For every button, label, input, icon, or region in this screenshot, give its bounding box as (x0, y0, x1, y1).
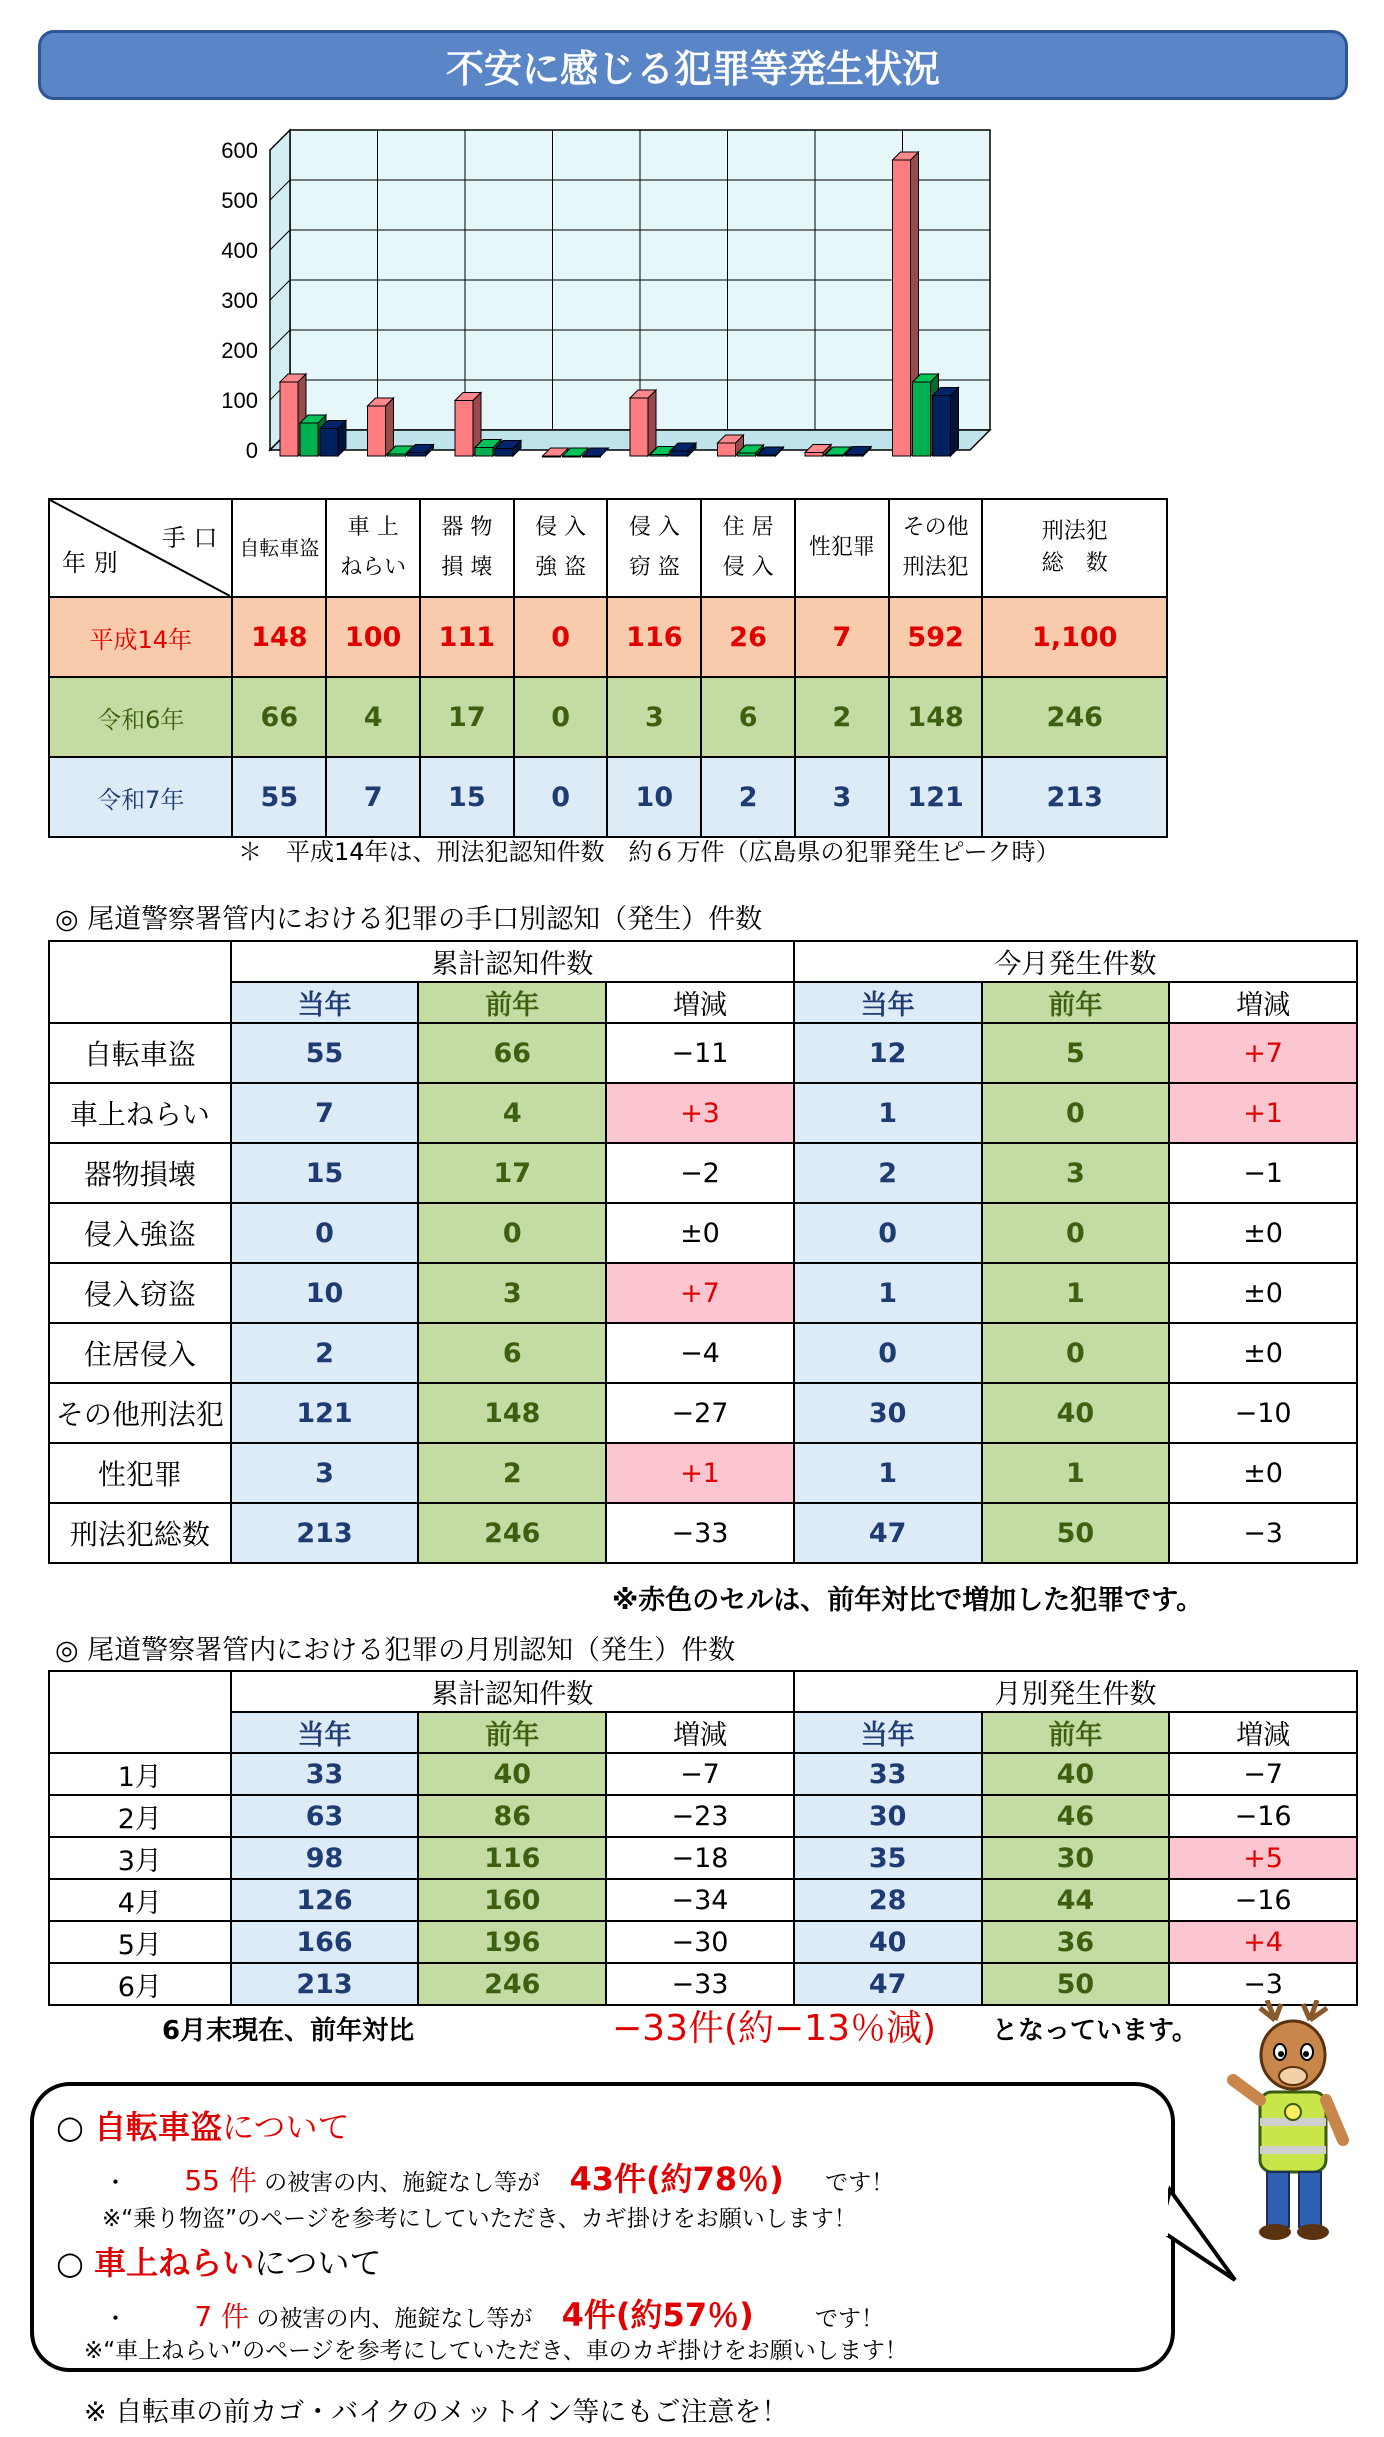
header-text: 総 数 (1041, 551, 1108, 576)
cell: 44 (982, 1879, 1170, 1921)
cell: 50 (982, 1503, 1170, 1563)
header-text: 窃 盗 (628, 555, 680, 580)
cell: 26 (701, 597, 795, 677)
header-jukyo (701, 499, 795, 597)
bar-令和6年-車上ねらい (388, 454, 406, 456)
y-tick-label: 100 (221, 388, 258, 413)
footer-note: ※ 自転車の前カゴ・バイクのメットイン等にもご注意を！ (84, 2397, 789, 2428)
cell: 0 (514, 677, 608, 757)
cell: −1 (1169, 1143, 1357, 1203)
bar-令和6年-住居侵入 (738, 453, 756, 456)
corner-top-label: 手 口 (161, 524, 218, 552)
cell: 40 (982, 1753, 1170, 1795)
header-text: 性犯罪 (808, 535, 875, 560)
row-label: 性犯罪 (49, 1443, 231, 1503)
y-tick-label: 500 (221, 188, 258, 213)
y-tick-label: 600 (221, 138, 258, 163)
cell: 3 (418, 1263, 606, 1323)
group-header-monthly: 月別発生件数 (794, 1671, 1357, 1712)
cell: 1 (982, 1263, 1170, 1323)
cell: 0 (982, 1203, 1170, 1263)
table-row (49, 1879, 1357, 1921)
sub-header: 前年 (418, 1712, 606, 1753)
group-header-month: 今月発生件数 (794, 941, 1357, 982)
page-title: 不安に感じる犯罪等発生状況 (38, 30, 1348, 100)
group-header-cumulative: 累計認知件数 (231, 941, 794, 982)
cell: 40 (794, 1921, 982, 1963)
header-text: 損 壊 (441, 555, 493, 580)
cell: 0 (982, 1083, 1170, 1143)
sub-header: 増減 (1169, 1712, 1357, 1753)
header-text: 侵 入 (535, 515, 587, 540)
bar-side-平成14年-侵入窃盗 (648, 390, 656, 456)
cell: 4 (418, 1083, 606, 1143)
row-label: その他刑法犯 (49, 1383, 231, 1443)
table-row (49, 677, 1167, 757)
cell: 148 (232, 597, 326, 677)
cell: 160 (418, 1879, 606, 1921)
cell: 100 (326, 597, 420, 677)
sub-header: 前年 (982, 982, 1170, 1023)
sub-header: 当年 (231, 1712, 419, 1753)
cell: 66 (418, 1023, 606, 1083)
summary-table (48, 498, 1168, 838)
cell: 17 (418, 1143, 606, 1203)
cell: −27 (606, 1383, 794, 1443)
cell: 116 (418, 1837, 606, 1879)
cell: 10 (607, 757, 701, 837)
bicycle-note: ※“乗り物盗”のページを参考にしていただき、カギ掛けをお願いします！ (102, 2206, 857, 2232)
cell: 3 (231, 1443, 419, 1503)
cell: −33 (606, 1503, 794, 1563)
bar-令和7年-その他刑法犯 (933, 396, 951, 457)
cell: 46 (982, 1795, 1170, 1837)
car-value: 4件(約57％) (561, 2296, 754, 2334)
cell: 0 (514, 597, 608, 677)
cell: −18 (606, 1837, 794, 1879)
bar-平成14年-その他刑法犯 (893, 160, 911, 456)
cell: 86 (418, 1795, 606, 1837)
cell: 126 (231, 1879, 419, 1921)
sub-header: 当年 (794, 1712, 982, 1753)
cell: −10 (1169, 1383, 1357, 1443)
group-header-cumulative: 累計認知件数 (231, 1671, 794, 1712)
cell: 3 (982, 1143, 1170, 1203)
bar-令和7年-侵入強盗 (583, 456, 601, 457)
row-label: 刑法犯総数 (49, 1503, 231, 1563)
row-label: 令和7年 (49, 757, 232, 837)
cell: −16 (1169, 1795, 1357, 1837)
cell: −33 (606, 1963, 794, 2005)
cell: 148 (418, 1383, 606, 1443)
cell: 213 (231, 1963, 419, 2005)
cell: −3 (1169, 1503, 1357, 1563)
bicycle-heading-bold: 自転車盗 (94, 2108, 223, 2146)
cell: 148 (889, 677, 983, 757)
cell: 15 (231, 1143, 419, 1203)
bar-side-令和7年-その他刑法犯 (951, 388, 959, 457)
bar-令和6年-侵入強盗 (563, 456, 581, 457)
row-label: 車上ねらい (49, 1083, 231, 1143)
cell: 246 (982, 677, 1167, 757)
table-row (49, 1323, 1357, 1383)
by-month-title: ◎ 尾道警察署管内における犯罪の月別認知（発生）件数 (55, 1635, 736, 1666)
crime-bar-chart (170, 110, 1030, 480)
circle-mark: ○ (56, 2244, 95, 2282)
cell: 98 (231, 1837, 419, 1879)
row-label: 令和6年 (49, 677, 232, 757)
cell: 213 (982, 757, 1167, 837)
month-summary-right: となっています。 (992, 2016, 1198, 2046)
y-tick-label: 0 (245, 438, 258, 463)
cell: 47 (794, 1503, 982, 1563)
cell: 7 (795, 597, 889, 677)
cell: −2 (606, 1143, 794, 1203)
sub-header: 当年 (231, 982, 419, 1023)
cell: −7 (606, 1753, 794, 1795)
bicycle-count: 55 件 (184, 2164, 257, 2197)
table-row (49, 1203, 1357, 1263)
cell: 111 (420, 597, 514, 677)
cell: 166 (231, 1921, 419, 1963)
car-count: 7 件 (194, 2300, 250, 2333)
summary-note: ＊ 平成14年は、刑法犯認知件数 約６万件（広島県の犯罪発生ピーク時） (238, 838, 1060, 866)
bicycle-line (104, 2154, 894, 2200)
table-row (49, 1263, 1357, 1323)
cell: −4 (606, 1323, 794, 1383)
cell: 2 (231, 1323, 419, 1383)
header-text: 侵 入 (628, 515, 680, 540)
cell: 6 (701, 677, 795, 757)
cell: −23 (606, 1795, 794, 1837)
cell: 246 (418, 1503, 606, 1563)
bar-令和6年-性犯罪 (825, 455, 843, 456)
row-label: 侵入窃盗 (49, 1263, 231, 1323)
cell: 196 (418, 1921, 606, 1963)
bullet: ・ (104, 2170, 127, 2196)
row-label: 1月 (49, 1753, 231, 1795)
row-label: 平成14年 (49, 597, 232, 677)
corner-cell (49, 499, 232, 597)
table-row (49, 1083, 1357, 1143)
cell: 7 (231, 1083, 419, 1143)
bullet: ・ (104, 2306, 127, 2332)
cell: 2 (794, 1143, 982, 1203)
header-text: 住 居 (722, 515, 774, 540)
car-mid: の被害の内、施錠なし等が (256, 2306, 533, 2332)
sub-header: 増減 (606, 1712, 794, 1753)
by-type-title: ◎ 尾道警察署管内における犯罪の手口別認知（発生）件数 (55, 904, 763, 935)
row-label: 器物損壊 (49, 1143, 231, 1203)
header-kibutsu (420, 499, 514, 597)
cell: 33 (231, 1753, 419, 1795)
header-jitensha (232, 499, 326, 597)
cell: 33 (794, 1753, 982, 1795)
header-text: 侵 入 (722, 555, 774, 580)
by-month-table (48, 1670, 1358, 2006)
cell: 1 (794, 1443, 982, 1503)
bar-平成14年-器物損壊 (455, 401, 473, 457)
bar-令和7年-侵入窃盗 (670, 451, 688, 456)
bicycle-heading-rest: について (222, 2108, 350, 2146)
row-label: 侵入強盗 (49, 1203, 231, 1263)
row-label: 2月 (49, 1795, 231, 1837)
cell: ±0 (1169, 1203, 1357, 1263)
cell: 2 (795, 677, 889, 757)
header-text: 器 物 (441, 515, 493, 540)
car-heading-bold: 車上ねらい (94, 2244, 255, 2282)
y-tick-label: 400 (221, 238, 258, 263)
cell: 2 (418, 1443, 606, 1503)
cell: 0 (794, 1323, 982, 1383)
deer-mascot-illustration (1215, 2000, 1365, 2260)
sub-header: 当年 (794, 982, 982, 1023)
table-row (49, 597, 1167, 677)
bar-令和6年-その他刑法犯 (913, 382, 931, 456)
month-summary-value: −33件(約−13％減) (612, 2008, 937, 2049)
table-row (49, 1837, 1357, 1879)
cell: 35 (794, 1837, 982, 1879)
table-row (49, 1023, 1357, 1083)
cell: 6 (418, 1323, 606, 1383)
bar-平成14年-車上ねらい (368, 406, 386, 456)
bar-平成14年-住居侵入 (718, 443, 736, 456)
table-row (49, 1795, 1357, 1837)
cell: +4 (1169, 1921, 1357, 1963)
header-text: その他 (902, 515, 969, 540)
table-row (49, 1963, 1357, 2005)
header-shajo (326, 499, 420, 597)
cell: 40 (418, 1753, 606, 1795)
table-row (49, 1503, 1357, 1563)
car-line (104, 2290, 884, 2336)
table-row (49, 1143, 1357, 1203)
cell: 55 (231, 1023, 419, 1083)
cell: ±0 (1169, 1263, 1357, 1323)
cell: +5 (1169, 1837, 1357, 1879)
sub-header: 増減 (606, 982, 794, 1023)
header-text: ねらい (340, 555, 407, 580)
header-total (982, 499, 1167, 597)
cell: 0 (794, 1203, 982, 1263)
header-text: 自転車盗 (239, 535, 320, 560)
bar-平成14年-性犯罪 (805, 453, 823, 457)
cell: 50 (982, 1963, 1170, 2005)
cell: 213 (231, 1503, 419, 1563)
cell: −7 (1169, 1753, 1357, 1795)
cell: 5 (982, 1023, 1170, 1083)
cell: −3 (1169, 1963, 1357, 2005)
blank-header (49, 1671, 231, 1753)
cell: 0 (231, 1203, 419, 1263)
y-tick-label: 300 (221, 288, 258, 313)
advice-bubble (30, 2082, 1175, 2372)
cell: 30 (794, 1795, 982, 1837)
cell: ±0 (1169, 1443, 1357, 1503)
cell: 10 (231, 1263, 419, 1323)
cell: ±0 (1169, 1323, 1357, 1383)
table-row (49, 1443, 1357, 1503)
bicycle-end: です！ (825, 2170, 895, 2196)
table-row (49, 1383, 1357, 1443)
header-text: 強 盗 (535, 555, 587, 580)
cell: 1 (794, 1263, 982, 1323)
row-label: 住居侵入 (49, 1323, 231, 1383)
bar-令和7年-自転車盗 (320, 429, 338, 457)
table-row (49, 757, 1167, 837)
cell: 28 (794, 1879, 982, 1921)
car-heading (56, 2238, 381, 2284)
cell: 1 (982, 1443, 1170, 1503)
row-label: 5月 (49, 1921, 231, 1963)
cell: 36 (982, 1921, 1170, 1963)
car-end: です！ (815, 2306, 885, 2332)
bicycle-mid: の被害の内、施錠なし等が (264, 2170, 541, 2196)
header-sonota (889, 499, 983, 597)
cell: 0 (418, 1203, 606, 1263)
sub-header: 増減 (1169, 982, 1357, 1023)
cell: 1,100 (982, 597, 1167, 677)
circle-mark: ○ (56, 2108, 95, 2146)
cell: 1 (794, 1083, 982, 1143)
cell: ±0 (606, 1203, 794, 1263)
cell: 47 (794, 1963, 982, 2005)
cell: 15 (420, 757, 514, 837)
cell: 66 (232, 677, 326, 757)
cell: 40 (982, 1383, 1170, 1443)
cell: 121 (231, 1383, 419, 1443)
by-type-note: ※赤色のセルは、前年対比で増加した犯罪です。 (612, 1585, 1204, 1616)
sub-header: 前年 (982, 1712, 1170, 1753)
cell: 7 (326, 757, 420, 837)
cell: −34 (606, 1879, 794, 1921)
bicycle-heading (56, 2102, 349, 2148)
cell: 3 (795, 757, 889, 837)
cell: 4 (326, 677, 420, 757)
cell: 30 (982, 1837, 1170, 1879)
cell: 17 (420, 677, 514, 757)
row-label: 6月 (49, 1963, 231, 2005)
sub-header: 前年 (418, 982, 606, 1023)
bar-令和6年-侵入窃盗 (650, 455, 668, 457)
car-note: ※“車上ねらい”のページを参考にしていただき、車のカギ掛けをお願いします！ (84, 2338, 908, 2364)
cell: +1 (1169, 1083, 1357, 1143)
header-text: 刑法犯 (902, 555, 969, 580)
bar-令和6年-器物損壊 (475, 448, 493, 457)
cell: 0 (982, 1323, 1170, 1383)
car-heading-rest: について (254, 2244, 382, 2282)
cell: 2 (701, 757, 795, 837)
cell: 592 (889, 597, 983, 677)
header-shinnyu-setto (607, 499, 701, 597)
cell: −30 (606, 1921, 794, 1963)
row-label: 自転車盗 (49, 1023, 231, 1083)
cell: 30 (794, 1383, 982, 1443)
cell: +3 (606, 1083, 794, 1143)
table-row (49, 1921, 1357, 1963)
bar-令和7年-性犯罪 (845, 455, 863, 457)
cell: 55 (232, 757, 326, 837)
bar-令和7年-車上ねらい (408, 453, 426, 457)
cell: 116 (607, 597, 701, 677)
header-seihanzai (795, 499, 889, 597)
corner-bottom-label: 年 別 (62, 549, 118, 577)
bar-平成14年-侵入窃盗 (630, 398, 648, 456)
y-tick-label: 200 (221, 338, 258, 363)
bar-令和7年-器物損壊 (495, 449, 513, 457)
header-shinnyu-goto (514, 499, 608, 597)
bar-令和6年-自転車盗 (300, 423, 318, 456)
cell: +7 (606, 1263, 794, 1323)
by-type-table (48, 940, 1358, 1564)
header-text: 車 上 (347, 515, 399, 540)
row-label: 4月 (49, 1879, 231, 1921)
header-text: 刑法犯 (1041, 519, 1108, 544)
bar-令和7年-住居侵入 (758, 455, 776, 456)
bicycle-value: 43件(約78％) (569, 2160, 784, 2198)
cell: 246 (418, 1963, 606, 2005)
bar-side-平成14年-車上ねらい (386, 398, 394, 456)
cell: 12 (794, 1023, 982, 1083)
table-row (49, 1753, 1357, 1795)
cell: 0 (514, 757, 608, 837)
cell: 3 (607, 677, 701, 757)
cell: +7 (1169, 1023, 1357, 1083)
bar-平成14年-侵入強盗 (543, 456, 561, 457)
cell: −11 (606, 1023, 794, 1083)
blank-header (49, 941, 231, 1023)
cell: 121 (889, 757, 983, 837)
cell: −16 (1169, 1879, 1357, 1921)
bar-平成14年-自転車盗 (280, 382, 298, 456)
cell: +1 (606, 1443, 794, 1503)
cell: 63 (231, 1795, 419, 1837)
month-summary-left: 6月末現在、前年対比 (162, 2016, 415, 2046)
row-label: 3月 (49, 1837, 231, 1879)
